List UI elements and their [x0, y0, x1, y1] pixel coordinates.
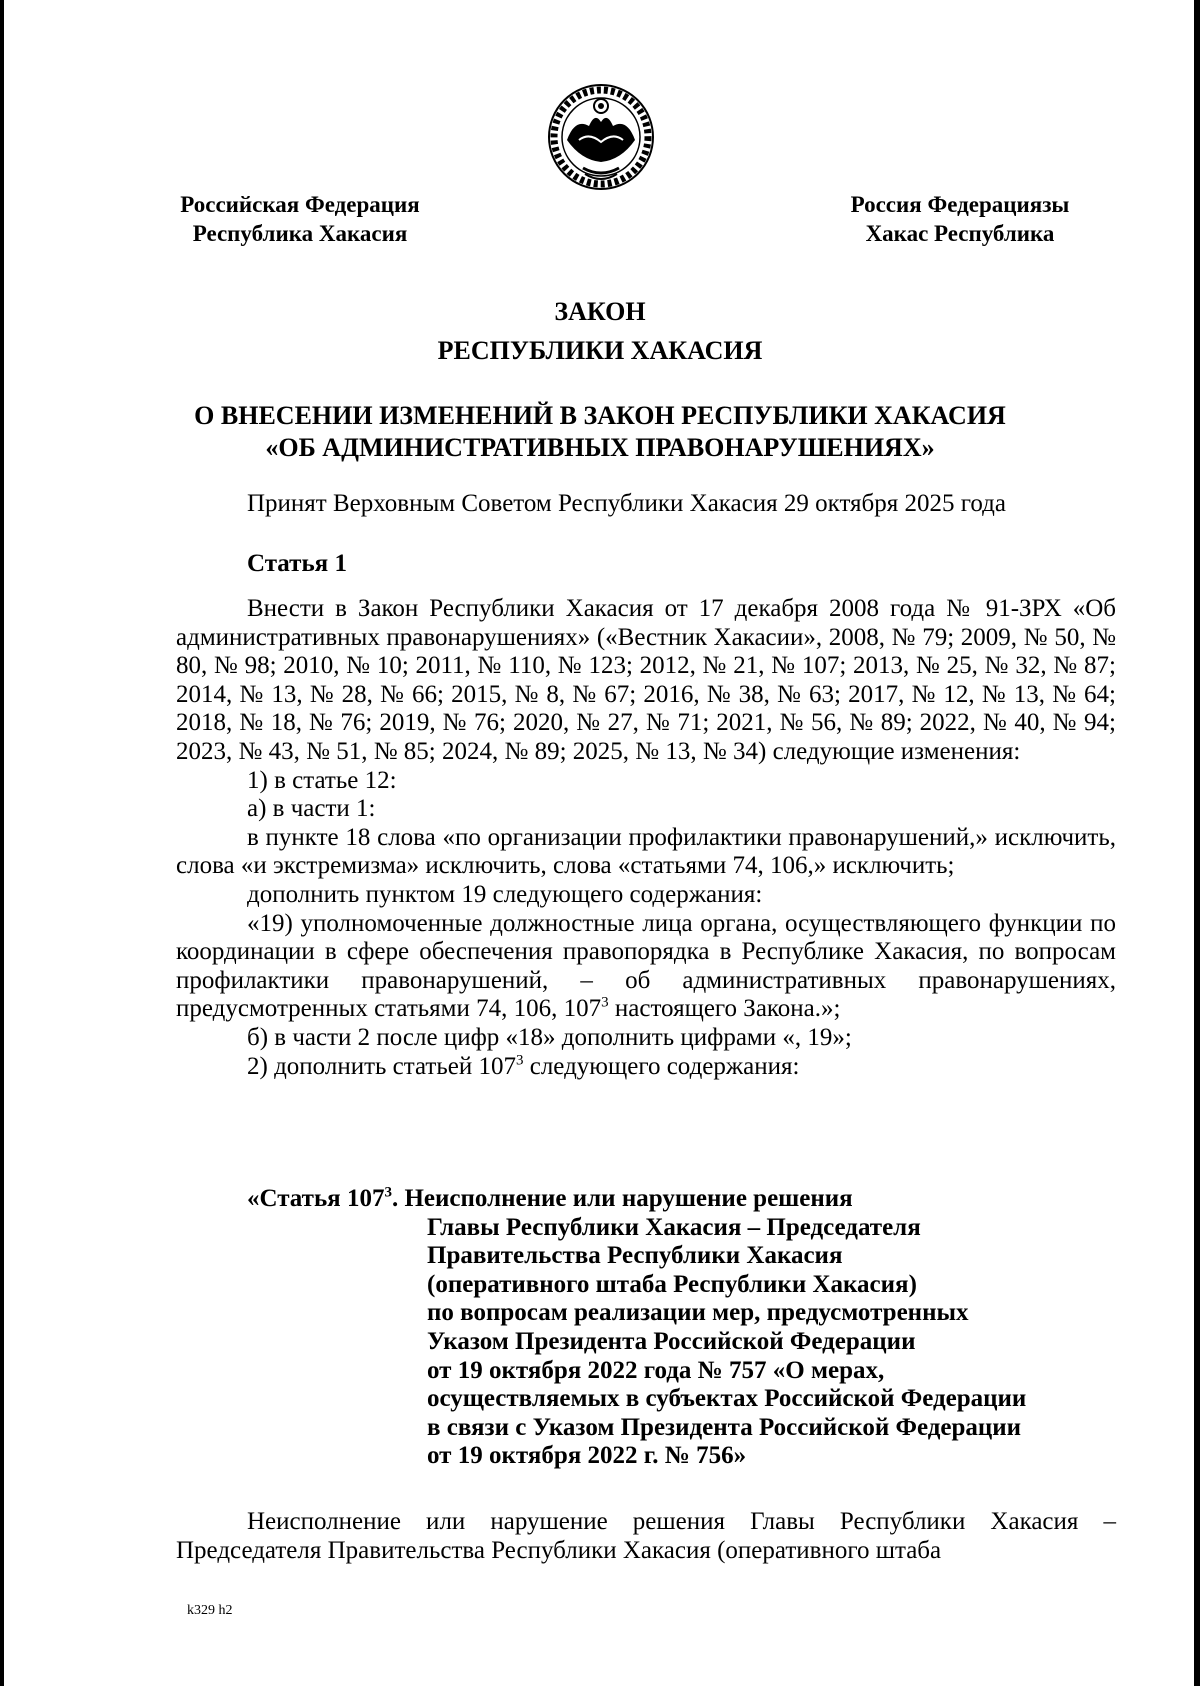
intro-paragraph: Внести в Закон Республики Хакасия от 17 декабря 2008 года № 91-ЗРХ «Об административных правонарушениях» («Вестник Хакасии», 2008, № 79; 2009, № 50, № 80, № 98; 2010, № 10; 2011, № 110, № 123; 2012, № 21, № 107; 2013, № 25, № 32, № 87; 2014, № 13, № 28, № 66; 2015, № 8, № 67; 2016, № 38, № 63; 2017, № 12, № 13, № 64; 2018, № 18, № 76; 2019, № 76; 2020, № 27, № 71; 2021, № 56, № 89; 2022, № 40, № 94; 2023, № 43, № 51, № 85; 2024, № 89; 2025, № 13, № 34) следующие изменения: — [176, 595, 1116, 765]
header-right-line1: Россия Федерациязы — [850, 192, 1070, 217]
article107-line-3: (оперативного штаба Республики Хакасия) — [427, 1270, 917, 1298]
header-left-line1: Российская Федерация — [180, 192, 420, 217]
item2-start: 2) дополнить статьей 107 — [247, 1052, 516, 1080]
header-left — [170, 190, 430, 248]
point18-paragraph: в пункте 18 слова «по организации профилактики правонарушений,» исключить, слова «и экстремизма» исключить, слова «статьями 74, 106,» исключить; — [176, 823, 1116, 880]
law-subject-heading — [150, 400, 1050, 464]
article107-line-7: осуществляемых в субъектах Российской Федерации — [427, 1385, 1027, 1413]
article107-line-2: Правительства Республики Хакасия — [427, 1242, 843, 1270]
article107-paragraph: Неисполнение или нарушение решения Главы Республики Хакасия – Председателя Правительства Республики Хакасия (оперативного штаба — [176, 1508, 1116, 1564]
coat-of-arms-emblem — [545, 82, 657, 192]
scan-edge-right — [1194, 0, 1200, 1686]
article107-label: «Статья 107 — [247, 1185, 385, 1212]
article107-sup: 3 — [384, 1184, 392, 1201]
article107-line-4: по вопросам реализации мер, предусмотренных — [427, 1299, 969, 1327]
article107-title-rest — [427, 1214, 1127, 1471]
article107-dot: . — [391, 1185, 399, 1212]
subtitle-line1: О ВНЕСЕНИИ ИЗМЕНЕНИЙ В ЗАКОН РЕСПУБЛИКИ ХАКАСИЯ — [194, 401, 1006, 430]
scan-edge-left — [0, 0, 4, 1686]
article1-body — [176, 595, 1116, 1081]
article107-line-6: от 19 октября 2022 года № 757 «О мерах, — [427, 1356, 885, 1384]
article107-line-8: в связи с Указом Президента Российской Федерации — [427, 1413, 1022, 1441]
point19-sup: 3 — [601, 994, 609, 1011]
item-1: 1) в статье 12: — [247, 766, 397, 794]
article107-line-5: Указом Президента Российской Федерации — [427, 1327, 916, 1355]
header-right — [830, 190, 1090, 248]
document-title-republic: РЕСПУБЛИКИ ХАКАСИЯ — [437, 336, 763, 365]
item-1b: б) в части 2 после цифр «18» дополнить цифрами «, 19»; — [247, 1023, 852, 1051]
item2-sup: 3 — [515, 1052, 524, 1069]
article107-line-1: Главы Республики Хакасия – Председателя — [427, 1213, 921, 1241]
article107-line-9: от 19 октября 2022 г. № 756» — [427, 1442, 747, 1470]
article107-heading — [247, 1185, 1127, 1471]
header-left-line2: Республика Хакасия — [192, 221, 408, 246]
document-title: ЗАКОН — [554, 297, 646, 326]
article1-heading: Статья 1 — [247, 550, 347, 577]
point19-main: «19) уполномоченные должностные лица органа, осуществляющего функции по координации в сфере обеспечения правопорядка в Республике Хакасия, по вопросам профилактики правонарушений, – об административных правонарушениях, предусмотренных статьями 74, 106, 107 — [176, 909, 1116, 1023]
article107-line-0: Неисполнение или нарушение решения — [404, 1185, 853, 1212]
point19-tail: настоящего Закона.»; — [608, 995, 841, 1023]
article107-text — [176, 1508, 1116, 1565]
add-point19: дополнить пунктом 19 следующего содержания: — [247, 880, 763, 908]
subtitle-line2: «ОБ АДМИНИСТРАТИВНЫХ ПРАВОНАРУШЕНИЯХ» — [265, 433, 935, 462]
item2-end: следующего содержания: — [523, 1052, 800, 1080]
article107-first-line — [247, 1185, 1127, 1214]
item-1a: а) в части 1: — [247, 795, 376, 823]
point19-paragraph — [176, 910, 1116, 1024]
footer-doc-code: k329 h2 — [187, 1603, 233, 1618]
item-2 — [176, 1053, 1116, 1082]
adoption-note: Принят Верховным Советом Республики Хакасия 29 октября 2025 года — [247, 490, 1006, 517]
header-right-line2: Хакас Республика — [865, 221, 1055, 246]
